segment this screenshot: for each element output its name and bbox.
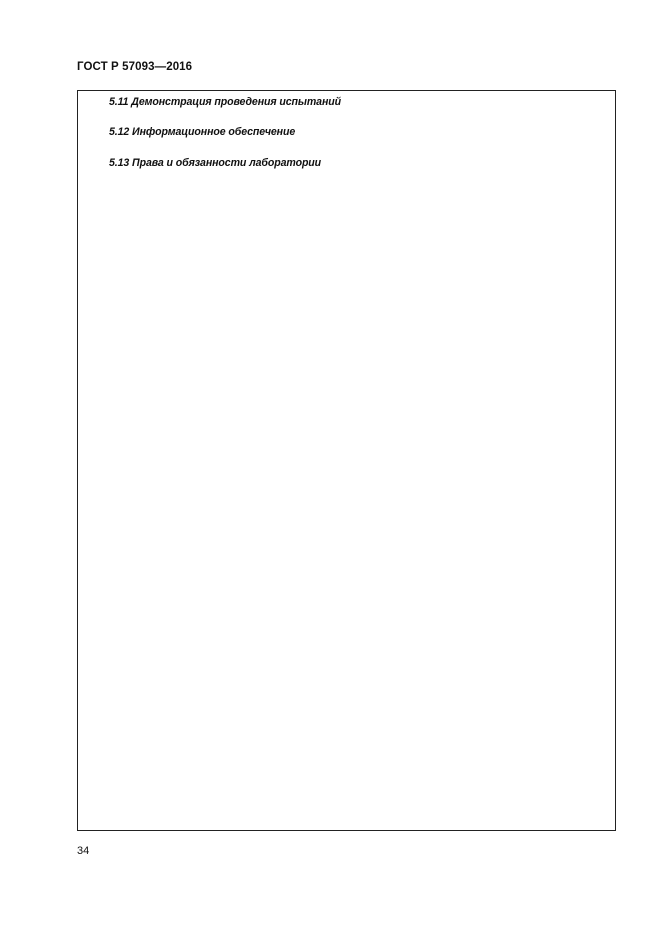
section-gap bbox=[81, 117, 610, 126]
content-frame bbox=[77, 90, 616, 831]
section-title: 5.11 Демонстрация проведения испытаний bbox=[109, 96, 341, 108]
page-number: 34 bbox=[77, 845, 90, 857]
section-5-11 bbox=[81, 96, 610, 109]
section-5-13 bbox=[81, 157, 610, 170]
frame-content bbox=[81, 96, 610, 178]
section-title: 5.12 Информационное обеспечение bbox=[109, 126, 296, 139]
section-gap bbox=[81, 148, 610, 157]
page-header: ГОСТ Р 57093—2016 bbox=[77, 61, 193, 73]
section-5-12 bbox=[81, 126, 610, 139]
section-title: 5.13 Права и обязанности лаборатории bbox=[109, 156, 322, 169]
